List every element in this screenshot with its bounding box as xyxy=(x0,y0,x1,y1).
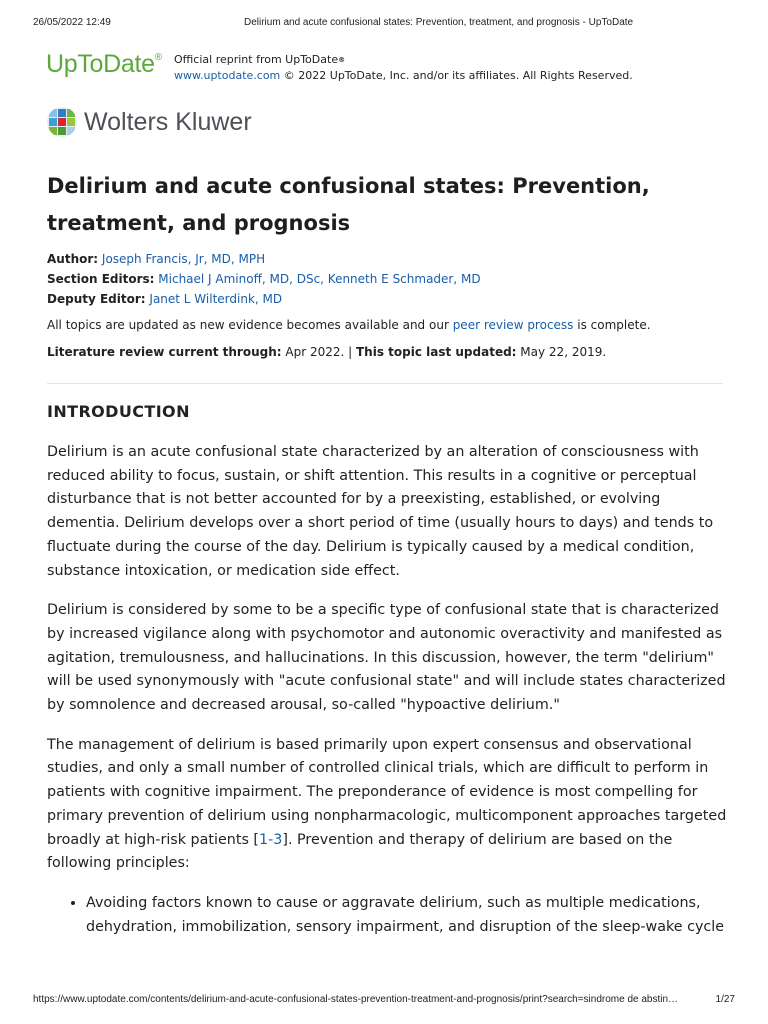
wolters-kluwer-globe-icon xyxy=(46,106,78,138)
brand-bar xyxy=(46,50,726,90)
print-header xyxy=(0,17,768,31)
reference-link[interactable]: 1-3 xyxy=(259,831,283,848)
print-page-number: 1/27 xyxy=(715,994,735,1005)
section-editors-label: Section Editors: xyxy=(47,272,155,286)
uptodate-logo-text: UpToDate xyxy=(46,50,155,78)
list-item: • Avoiding factors known to cause or aggravate delirium, such as multiple medications, dehydration, immobilization, sensory impairment, and disruption of the sleep-wake cycle xyxy=(86,892,727,939)
update-notice xyxy=(47,316,651,334)
print-url: https://www.uptodate.com/contents/delirium-and-acute-confusional-states-prevention-treatment-and-prognosis/print?search=sindrome de abstin… xyxy=(33,994,679,1005)
author-label: Author: xyxy=(47,252,99,266)
notice-pre: All topics are updated as new evidence becomes available and our xyxy=(47,318,453,332)
uptodate-logo[interactable] xyxy=(46,50,162,79)
publisher-logo xyxy=(46,106,306,138)
article-title: Delirium and acute confusional states: Prevention, treatment, and prognosis xyxy=(47,174,650,235)
paragraph-3 xyxy=(47,734,727,876)
review-dates xyxy=(47,343,606,361)
deputy-editor-link[interactable]: Janet L Wilterdink, MD xyxy=(149,292,283,306)
paragraph-3-post: ]. Prevention and therapy of delirium are based on the following principles: xyxy=(47,831,673,872)
paragraph-3-pre: The management of delirium is based primarily upon expert consensus and observational studies, and only a small number of controlled clinical trials, which are difficult to perform in patients with cognitive impairment. The preponderance of evidence is most compelling for primary prevention of delirium using nonpharmacologic, multicomponent approaches targeted broadly at high-risk patients [ xyxy=(47,736,727,848)
section-editors-link[interactable]: Michael J Aminoff, MD, DSc, Kenneth E Schmader, MD xyxy=(158,272,481,286)
print-page-title: Delirium and acute confusional states: Prevention, treatment, and prognosis - UpToDate xyxy=(244,17,634,28)
principles-list xyxy=(47,892,727,939)
lit-review-value: Apr 2022. | xyxy=(281,345,356,359)
reprint-line: Official reprint from UpToDate xyxy=(174,53,339,66)
copyright-text: © 2022 UpToDate, Inc. and/or its affiliates. All Rights Reserved. xyxy=(280,69,633,82)
paragraph-2: Delirium is considered by some to be a specific type of confusional state that is characterized by increased vigilance along with psychomotor and autonomic overactivity and manifested as agitation, tremulousness, and hallucinations. In this discussion, however, the term "delirium" will be used synonymously with "acute confusional state" and will include states characterized by somnolence and decreased arousal, so-called "hypoactive delirium." xyxy=(47,602,726,714)
deputy-editor-label: Deputy Editor: xyxy=(47,292,146,306)
print-datetime: 26/05/2022 12:49 xyxy=(33,17,111,28)
last-updated-value: May 22, 2019. xyxy=(516,345,607,359)
article-body xyxy=(47,441,727,939)
divider xyxy=(47,383,723,384)
publisher-name: Wolters Kluwer xyxy=(84,108,252,136)
peer-review-link[interactable]: peer review process xyxy=(452,318,574,332)
lit-review-label: Literature review current through: xyxy=(47,345,282,359)
last-updated-label: This topic last updated: xyxy=(355,345,517,359)
section-heading-introduction: INTRODUCTION xyxy=(47,402,190,421)
uptodate-logo-mark: ® xyxy=(154,52,162,63)
print-footer xyxy=(0,994,768,1008)
paragraph-1: Delirium is an acute confusional state characterized by an alteration of consciousness with reduced ability to focus, sustain, or shift attention. This results in a cognitive or perceptual disturbance that is not better accounted for by a preexisting, established, or evolving dementia. Delirium develops over a short period of time (usually hours to days) and tends to fluctuate during the course of the day. Delirium is typically caused by a medical condition, substance intoxication, or medication side effect. xyxy=(47,444,714,579)
reprint-notice xyxy=(174,52,633,84)
article-credits xyxy=(47,249,481,309)
author-link[interactable]: Joseph Francis, Jr, MD, MPH xyxy=(101,252,266,266)
site-link[interactable]: www.uptodate.com xyxy=(174,69,281,82)
notice-post: is complete. xyxy=(573,318,651,332)
reprint-mark: ® xyxy=(338,56,346,64)
